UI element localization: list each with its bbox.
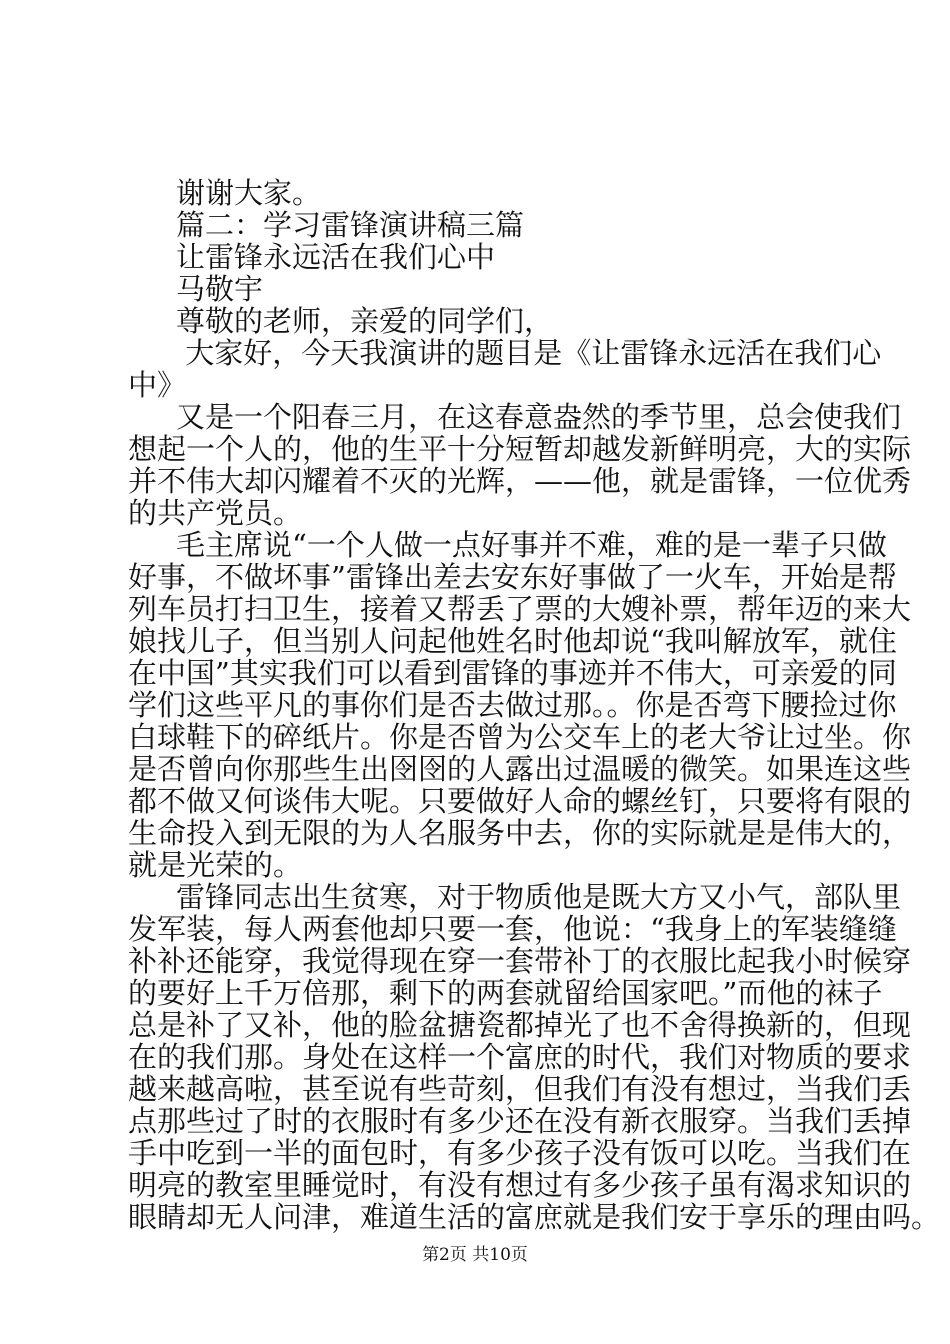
text-line: 的共产党员。 — [128, 496, 303, 530]
text-line: 都不做又何谈伟大呢。只要做好人命的螺丝钉，只要将有限的 — [128, 784, 912, 818]
text-line: 娘找儿子，但当别人问起他姓名时他却说“我叫解放军，就住 — [128, 624, 897, 658]
text-line: 手中吃到一半的面包时，有多少孩子没有饭可以吃。当我们在 — [128, 1136, 912, 1170]
text-line: 谢谢大家。 — [176, 176, 322, 210]
text-line: 白球鞋下的碎纸片。你是否曾为公交车上的老大爷让过坐。你 — [128, 720, 912, 754]
text-line: 生命投入到无限的为人名服务中去，你的实际就是是伟大的， — [128, 816, 912, 850]
document-body — [128, 176, 941, 1234]
text-line: 列车员打扫卫生，接着又帮丢了票的大嫂补票，帮年迈的来大 — [128, 592, 912, 626]
text-line: 马敬宇 — [176, 272, 264, 306]
text-line: 毛主席说“一个人做一点好事并不难，难的是一辈子只做 — [176, 528, 887, 562]
text-line: 补补还能穿，我觉得现在穿一套带补丁的衣服比起我小时候穿 — [128, 944, 912, 978]
text-line: 又是一个阳春三月，在这春意盎然的季节里，总会使我们 — [176, 400, 902, 434]
text-line: 眼睛却无人问津，难道生活的富庶就是我们安于享乐的理由吗。 — [128, 1200, 941, 1234]
text-line: 并不伟大却闪耀着不灭的光辉，——他，就是雷锋，一位优秀 — [128, 464, 912, 498]
text-line: 好事，不做坏事”雷锋出差去安东好事做了一火车，开始是帮 — [128, 560, 897, 594]
text-line: 点那些过了时的衣服时有多少还在没有新衣服穿。当我们丢掉 — [128, 1104, 912, 1138]
text-line: 在中国”其实我们可以看到雷锋的事迹并不伟大，可亲爱的同 — [128, 656, 897, 690]
text-line: 篇二：学习雷锋演讲稿三篇 — [176, 208, 525, 242]
text-line: 想起一个人的，他的生平十分短暂却越发新鲜明亮，大的实际 — [128, 432, 912, 466]
text-line: 总是补了又补，他的脸盆搪瓷都掉光了也不舍得换新的，但现 — [128, 1008, 912, 1042]
text-line: 在的我们那。身处在这样一个富庶的时代，我们对物质的要求 — [128, 1040, 912, 1074]
text-line: 明亮的教室里睡觉时，有没有想过有多少孩子虽有渴求知识的 — [128, 1168, 912, 1202]
text-line: 大家好，今天我演讲的题目是《让雷锋永远活在我们心 — [176, 336, 882, 370]
text-line: 发军装，每人两套他却只要一套，他说：“我身上的军装缝缝 — [128, 912, 897, 946]
text-line: 的要好上千万倍那，剩下的两套就留给国家吧。”而他的袜子 — [128, 976, 883, 1010]
page-footer: 第2页 共10页 — [422, 1245, 528, 1265]
text-line: 中》 — [128, 368, 187, 402]
text-line: 让雷锋永远活在我们心中 — [176, 240, 496, 274]
text-line: 就是光荣的。 — [128, 848, 303, 882]
text-line: 学们这些平凡的事你们是否去做过那。。你是否弯下腰捡过你 — [128, 688, 897, 722]
text-line: 越来越高啦，甚至说有些苛刻，但我们有没有想过，当我们丢 — [128, 1072, 912, 1106]
text-line: 尊敬的老师，亲爱的同学们， — [176, 304, 554, 338]
text-line: 是否曾向你那些生出囹囹的人露出过温暖的微笑。如果连这些 — [128, 752, 912, 786]
text-line: 雷锋同志出生贫寒，对于物质他是既大方又小气，部队里 — [176, 880, 902, 914]
